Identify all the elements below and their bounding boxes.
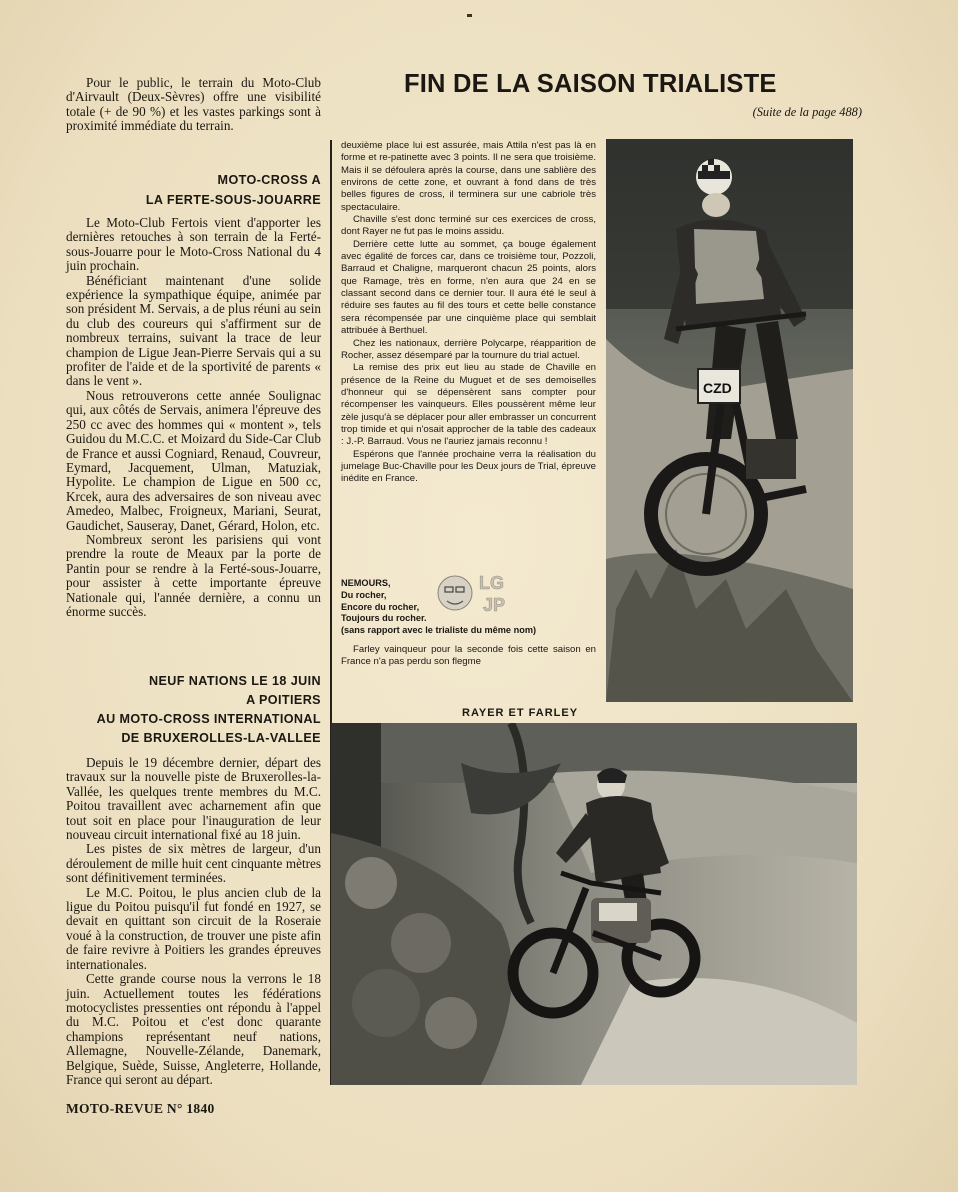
section-heading: NEUF NATIONS LE 18 JUIN A POITIERS AU MOTO-CROSS INTERNATIONAL DE BRUXEROLLES-LA-VALLEE: [96, 674, 321, 745]
paragraph: Nombreux seront les parisiens qui vont prendre la route de Meaux par la porte de Pantin pour se rendre à la Ferté-sous-Jouarre, pour assister à cette importante épreuve Nationale qui, l'année dernière, a connu un énorme succès.: [66, 531, 321, 619]
photo-rayer: [331, 723, 857, 1085]
section-ferte: [66, 170, 321, 619]
svg-text:LG: LG: [479, 573, 504, 593]
continued-note: (Suite de la page 488): [752, 105, 862, 119]
paragraph: Espérons que l'année prochaine verra la réalisation du jumelage Buc-Chaville pour les Deux jours de Trial, épreuve inédite en France.: [341, 448, 596, 485]
section-heading: MOTO-CROSS A LA FERTE-SOUS-JOUARRE: [145, 173, 321, 207]
paragraph: Depuis le 19 décembre dernier, départ des travaux sur la nouvelle piste de Bruxerolles-la-Vallée, les quelques trente membres du M.C. Poitou travaillent avec acharnement afin que tout soit en place pour l'inauguration de leur nouveau circuit international fixé au 18 juin.: [66, 755, 321, 843]
paragraph: Nous retrouverons cette année Soulignac qui, aux côtés de Servais, animera l'épreuve des 250 cc avec des hommes qui « montent », tels Guidou du M.C.C. et Moizard du Side-Car Club de France et aussi Cogniard, Renaud, Couvreur, Eymard, Jacquement, Ulman, Matuziak, Hypolite. Le champion de Ligue en 500 cc, Krcek, aura des adversaires de son niveau avec Amedeo, Malbec, Froigneux, Mariani, Seurat, Gaudichet, Sauseray, Danet, Gérard, Holon, etc.: [66, 387, 321, 533]
photo-caption-title: RAYER ET FARLEY: [462, 707, 579, 719]
paragraph: Chez les nationaux, derrière Polycarpe, réapparition de Rocher, assez désemparé par la tournure du trial actuel.: [341, 337, 596, 361]
article-body: [341, 140, 596, 486]
section-poitiers: [66, 672, 321, 1087]
paragraph: Le Moto-Club Fertois vient d'apporter les dernières retouches à son terrain de la Ferté-sous-Jouarre pour le Moto-Cross National du 4 juin prochain.: [66, 215, 321, 274]
article-title: FIN DE LA SAISON TRIALISTE: [404, 70, 777, 98]
paragraph: Cette grande course nous la verrons le 18 juin. Actuellement toutes les fédérations motocyclistes pressenties ont répondu à l'appel du M.C. Poitou et c'est donc quarante champions représentant neuf nations, Allemagne, Nouvelle-Zélande, Danemark, Belgique, Suède, Suisse, Angleterre, Hollande, France qui seront au départ.: [66, 971, 321, 1087]
photo-caption: Farley vainqueur pour la seconde fois cette saison en France n'a pas perdu son flegme: [341, 644, 596, 668]
paragraph: deuxième place lui est assurée, mais Attila n'est pas là en forme et re-patinette avec 3 points. Il ne sera que troisième. Mais il se défoulera après la course, dans une sablière des environs de cette zone, et ouvrant à fond dans de très belles figures de cross, il terminera sur une cabriole très spectaculaire.: [341, 140, 596, 213]
paragraph: Le M.C. Poitou, le plus ancien club de la ligue du Poitou puisqu'il fut fondé en 1927, se devait en quittant son circuit de la Roseraie voué à la construction, de trouver une piste afin de faire revivre à Poitiers les grandes épreuves internationales.: [66, 884, 321, 972]
paragraph: Bénéficiant maintenant d'une solide expérience la sympathique équipe, animée par son président M. Servais, a de plus réuni au sein du club des coureurs qui s'affirment sur de nombreux terrains, suivant la trace de leur champion de Ligue Jean-Pierre Servais qui a su profiter de l'aide et de la sportivité de parents « dans le vent ».: [66, 272, 321, 389]
svg-text:JP: JP: [483, 595, 506, 615]
page-footer: MOTO-REVUE N° 1840: [66, 1101, 215, 1116]
intro-block: [66, 76, 321, 134]
intro-paragraph: Pour le public, le terrain du Moto-Club d'Airvault (Deux-Sèvres) offre une visibilité totale (+ de 90 %) et les vastes parkings sont à proximité immédiate du terrain.: [66, 75, 321, 134]
paragraph: La remise des prix eut lieu au stade de Chaville en présence de la Reine du Muguet et de ses demoiselles d'honneur qui se dépensèrent sans compter pour récompenser les vainqueurs. Elles poussèrent même leur zèle jusqu'à se déplacer pour aller embrasser un concurrent trop timide et qui n'osait approcher de la table des cadeaux : J.-P. Barraud. Vous ne l'auriez jamais reconnu !: [341, 362, 596, 448]
paragraph: Chaville s'est donc terminé sur ces exercices de cross, dont Rayer ne fut pas le moins assidu.: [341, 214, 596, 238]
svg-text:CZD: CZD: [703, 380, 732, 396]
print-mark: [467, 14, 472, 17]
paragraph: Derrière cette lutte au sommet, ça bouge également avec égalité de forces car, dans ce troisième tour, Pozzoli, Barraud et Chaligne, marqueront chacun 25 points, alors que Ramage, très en forme, n'en aura que 24 en se classant second dans ce dernier tour. Il aura été le seul à réduire ses fautes au fil des tours et cette belle constance sera récompensée par une cinquième place qui semblait attribuée à Berthuel.: [341, 238, 596, 337]
lgjp-logo-icon: [433, 563, 523, 627]
paragraph: Les pistes de six mètres de largeur, d'un déroulement de mille huit cent cinquante mètres sont définitivement terminées.: [66, 841, 321, 886]
nemours-caption: NEMOURS, Du rocher, Encore du rocher, Toujours du rocher. (sans rapport avec le trialiste du même nom): [341, 578, 537, 636]
photo-farley: [606, 139, 853, 702]
